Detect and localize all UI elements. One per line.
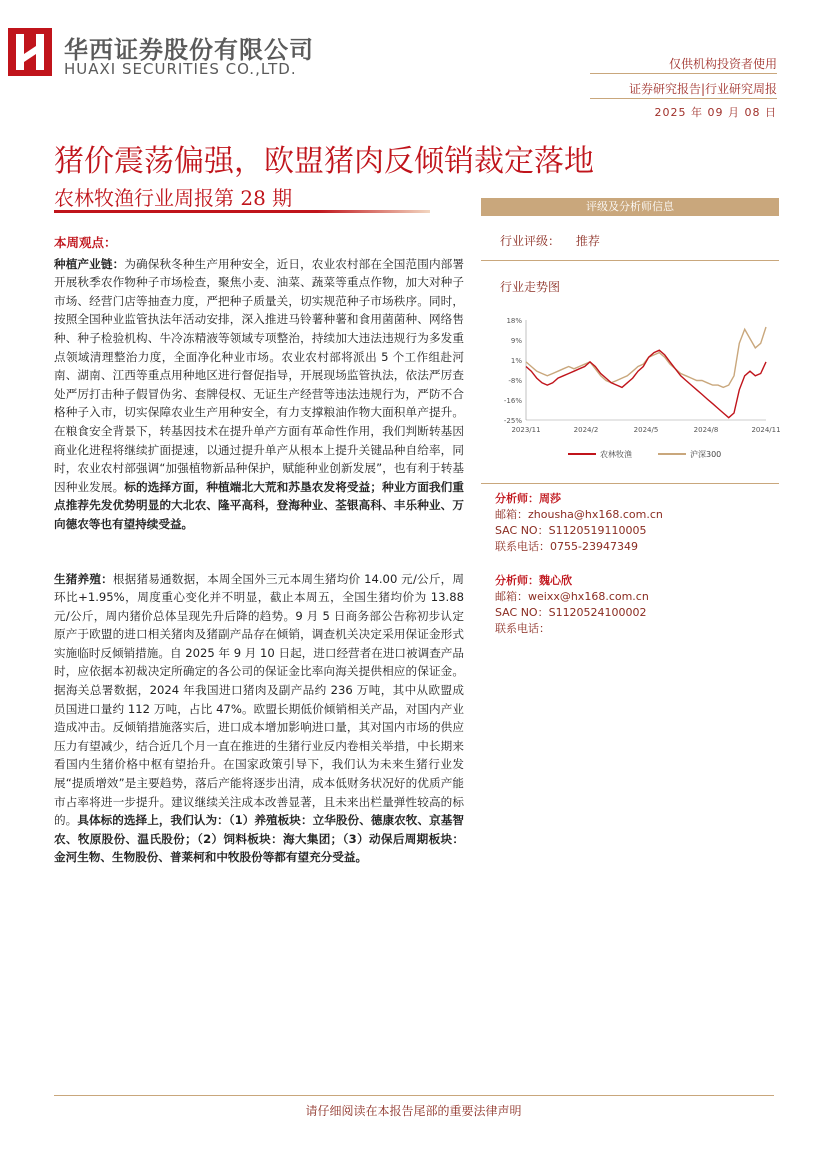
body-column	[54, 234, 464, 867]
analyst2-email: 邮箱：weixx@hx168.com.cn	[495, 590, 649, 603]
seed-text: 为确保秋冬种生产用种安全，近日，农业农村部在全国范围内部署开展秋季农作物种子市场检查，聚焦小麦、油菜、蔬菜等重点作物，加大对种子市场、经营门店等抽查力度，严把种子质量关，切实规范种子市场秩序。同时，按照全国种业监管执法年活动安排，深入推进马铃薯种薯和食用菌菌种、网络售种、种子检验机构、牛冷冻精液等领域专项整治，持续加大违法违规行为多发重点领域清理整治力度，全面净化种业市场。农业农村部将派出 5 个工作组赴河南、湖南、江西等重点用种地区进行督促指导，开展现场监管执法，依法严厉查处严厉打击种子假冒伪劣、套牌侵权、无证生产经营等违法违规行为，严防不合格种子入市，切实保障农业生产用种安全，有力支撑粮油作物大面积单产提升。在粮食安全背景下，转基因技术在提升单产方面有革命性作用，我们判断转基因商业化进程将继续扩面提速，以通过提升单产从根本上提升关键品种自给率，同时，农业农村部强调“加强植物新品种保护，赋能种业创新发展”，也有利于转基因种业发展。	[54, 256, 464, 494]
analyst2-sac: SAC NO：S1120524100002	[495, 606, 647, 619]
report-date: 2025 年 09 月 08 日	[654, 106, 777, 119]
chart-y-tick-label: 1%	[510, 357, 522, 365]
rating-label: 行业评级：	[500, 234, 561, 248]
report-title: 猪价震荡偏强，欧盟猪肉反倾销裁定落地	[54, 144, 594, 179]
chart-y-tick-label: 18%	[506, 317, 522, 325]
company-name-en: HUAXI SECURITIES CO.,LTD.	[64, 60, 297, 78]
seed-picks: 标的选择方面，种植端北大荒和苏垦农发将受益；种业方面我们重点推荐先发优势明显的大北农、隆平高科，登海种业、荃银高科、丰乐种业、万向德农等也有望持续受益。	[54, 479, 464, 531]
analyst1-sac: SAC NO：S1120519110005	[495, 524, 647, 537]
chart-x-tick-label: 2024/5	[633, 426, 659, 434]
header-divider-1	[590, 73, 777, 74]
pig-picks: 具体标的选择上，我们认为：（1）养殖板块：立华股份、德康农牧、京基智农、牧原股份、温氏股份；（2）饲料板块：海大集团；（3）动保后周期板块：金河生物、生物股份、普莱柯和中牧股份等都有望充分受益。	[54, 813, 464, 865]
section-heading: 本周观点：	[54, 235, 117, 250]
chart-y-tick-label: 9%	[510, 337, 522, 345]
chart-y-tick-label: -8%	[508, 377, 522, 385]
chart-x-tick-label: 2024/8	[693, 426, 719, 434]
trend-label: 行业走势图	[500, 280, 561, 294]
sidebar-header: 评级及分析师信息	[481, 198, 779, 216]
chart-legend-label: 沪深300	[690, 450, 722, 459]
footer-divider	[54, 1095, 774, 1096]
chart-x-tick-label: 2023/11	[511, 426, 541, 434]
report-type: 证券研究报告|行业研究周报	[628, 82, 777, 96]
company-logo	[8, 28, 52, 76]
rating-row	[500, 232, 600, 249]
report-subtitle: 农林牧渔行业周报第 28 期	[54, 186, 293, 210]
chart-y-tick-label: -25%	[503, 417, 522, 425]
sidebar-divider-1	[481, 260, 779, 261]
analyst2-name: 分析师：魏心欣	[495, 574, 572, 587]
seed-label: 种植产业链：	[54, 256, 125, 271]
analyst2-phone: 联系电话：	[495, 622, 550, 635]
footer-disclaimer: 请仔细阅读在本报告尾部的重要法律声明	[305, 1104, 522, 1118]
analyst1-phone: 联系电话：0755-23947349	[495, 540, 638, 553]
chart-legend-label: 农林牧渔	[600, 450, 632, 459]
pig-text: 根据猪易通数据，本周全国外三元本周生猪均价 14.00 元/公斤，周环比+1.95%，周度重心变化并不明显，截止本周五，全国生猪均价为 13.88 元/公斤，周内猪价总体呈现先升后降的趋势。9 月 5 日商务部公告称初步认定原产于欧盟的进口相关猪肉及猪副产品存在倾销，调查机关决定采用保证金形式实施临时反倾销措施。自 2025 年 9 月 10 日起，进口经营者在进口被调查产品时，应依据本初裁决定所确定的各公司的保证金比率向海关提供相应的保证金。据海关总署数据，2024 年我国进口猪肉及副产品约 236 万吨，其中从欧盟成员国进口量约 112 万吨，占比 47%。欧盟长期低价倾销相关产品，对国内产业造成冲击。反倾销措施落实后，进口成本增加影响进口量，其对国内市场的供应压力有望减少，结合近几个月一直在推进的生猪行业反内卷相关举措，中长期来看国内生猪价格中枢有望抬升。在国家政策引导下，我们认为未来生猪行业发展“提质增效”是主要趋势，落后产能将逐步出清，成本低财务状况好的优质产能市占率将进一步提升。建议继续关注成本改善显著，且未来出栏量弹性较高的标的。	[54, 571, 464, 828]
title-underline	[54, 210, 430, 213]
investor-note: 仅供机构投资者使用	[668, 57, 777, 71]
chart-y-tick-label: -16%	[503, 397, 522, 405]
chart-series-line	[526, 327, 766, 387]
seed-paragraph	[54, 255, 464, 534]
analyst1-email: 邮箱：zhousha@hx168.com.cn	[495, 508, 663, 521]
analyst1-name: 分析师：周莎	[495, 492, 561, 505]
sidebar-divider-2	[481, 483, 779, 484]
rating-value: 推荐	[575, 234, 600, 248]
pig-label: 生猪养殖：	[54, 571, 113, 586]
pig-paragraph	[54, 570, 464, 868]
chart-x-tick-label: 2024/2	[573, 426, 599, 434]
company-name-cn: 华西证券股份有限公司	[64, 36, 314, 64]
header-divider-2	[590, 98, 777, 99]
trend-chart	[486, 300, 782, 470]
chart-x-tick-label: 2024/11	[751, 426, 781, 434]
